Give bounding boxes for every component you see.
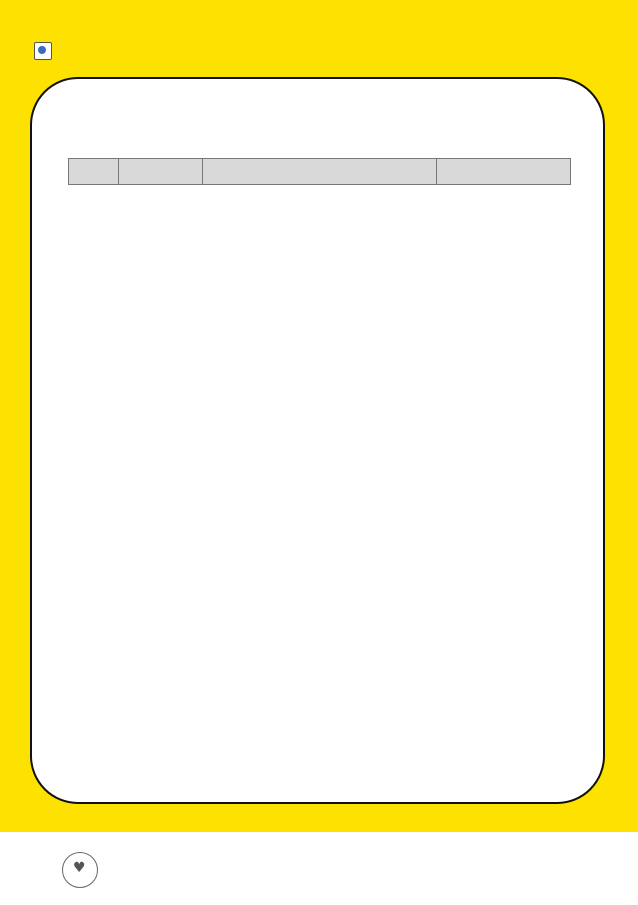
header-time (119, 159, 203, 185)
schedule-table (68, 158, 571, 185)
header (34, 42, 60, 60)
center-logo-icon (62, 852, 98, 888)
content-card (30, 77, 605, 804)
city-logo-icon (34, 42, 52, 60)
table-header-row (69, 159, 571, 185)
header-session (69, 159, 119, 185)
header-topic (203, 159, 437, 185)
header-note (437, 159, 571, 185)
